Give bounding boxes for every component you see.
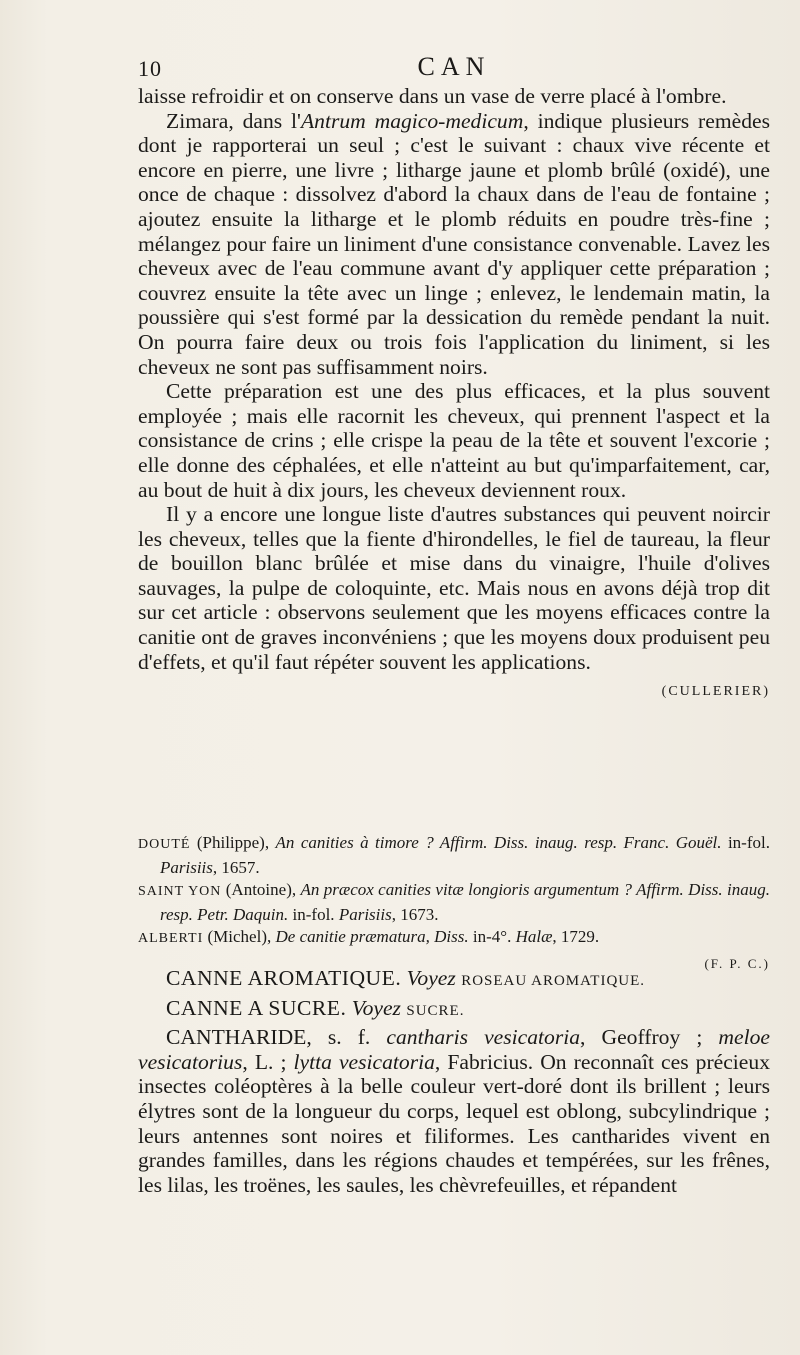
bib-author: DOUTÉ <box>138 837 191 852</box>
paragraph: Il y a encore une longue liste d'autres substances qui peuvent noircir les cheveux, telles que la fiente d'hirondelles, le fiel de taureau, la fleur de bouillon blanc brûlée et mise dans du vinaigre, l'huile d'olives sauvages, la pulpe de coloquinte, etc. Mais nous en avons déjà trop dit sur cet article : observons seulement que les moyens efficaces contre la canitie ont de graves inconvéniens ; que les moyens doux produisent peu d'effets, et qu'il faut répéter souvent les applications. <box>138 502 770 674</box>
page-number: 10 <box>138 56 162 81</box>
running-head: CAN <box>417 52 491 81</box>
bibliography-signature: (F. P. C.) <box>704 955 770 971</box>
paragraph <box>138 109 770 380</box>
grammar-note: , s. f. <box>306 1025 387 1050</box>
bib-year: , 1657. <box>212 857 260 877</box>
bib-name: (Philippe), <box>190 833 276 852</box>
cross-reference: ROSEAU AROMATIQUE. <box>461 973 646 989</box>
bib-format: in-fol. <box>721 833 770 852</box>
bib-year: , 1729. <box>552 927 600 946</box>
bib-title: An præcox canities vitæ longioris argumentum ? Affirm. Diss. inaug. resp. Petr. Daquin. <box>160 880 770 924</box>
latin-name: lytta vesicatoria <box>293 1049 435 1074</box>
entry-canne-a-sucre <box>138 996 770 1024</box>
entry-term: CANNE AROMATIQUE. <box>166 966 402 990</box>
bib-author: SAINT YON <box>138 884 222 899</box>
bib-place: Halæ <box>515 927 553 946</box>
author-signature: (CULLERIER) <box>661 684 770 700</box>
bibliography <box>138 832 770 975</box>
bib-format: in-4°. <box>468 927 516 946</box>
bib-place: Parisiis <box>338 904 392 924</box>
bibliography-entry <box>138 832 770 879</box>
latin-name: meloe vesicatorius <box>138 1025 770 1074</box>
bib-title: An canities à timore ? Affirm. Diss. inaug. resp. Franc. Gouël. <box>275 833 722 852</box>
entry-canne-aromatique <box>138 966 770 994</box>
text-span: Zimara, dans l' <box>166 108 301 133</box>
book-title: Antrum magico-medicum <box>300 108 524 133</box>
bib-year: , 1673. <box>391 904 439 924</box>
cross-reference: SUCRE. <box>406 1002 465 1019</box>
dictionary-entries <box>138 966 770 1197</box>
paragraph: laisse refroidir et on conserve dans un vase de verre placé à l'ombre. <box>138 84 727 108</box>
bibliography-entry <box>138 926 770 951</box>
entry-term: CANTHARIDE <box>166 1025 307 1050</box>
taxon-author: , Fabricius. <box>434 1049 541 1074</box>
entry-cantharide <box>138 1025 770 1197</box>
bib-name: (Antoine), <box>221 880 301 899</box>
bibliography-entry <box>138 879 770 926</box>
paragraph: Cette préparation est une des plus efficaces, et la plus souvent employée ; mais elle racornit les cheveux, qui prennent l'aspect et la consistance de crins ; elle crispe la peau de la tête et souvent l'excorie ; elle donne des céphalées, et elle n'atteint au but qu'imparfaitement, car, au bout de huit à dix jours, les cheveux deviennent roux. <box>138 379 770 502</box>
taxon-author: , L. ; <box>242 1049 294 1074</box>
bib-title: De canitie præmatura, Diss. <box>275 927 469 946</box>
bib-place: Parisiis <box>160 857 213 877</box>
article-body <box>138 84 770 711</box>
text-span: , indique plusieurs remèdes dont je rapporterai un seul ; c'est le suivant : chaux vive récente et encore en pierre, une livre ; litharge jaune et plomb brûlé (oxidé), une once de chaque : dissolvez d'abord la chaux dans de l'eau de fontaine ; ajoutez ensuite la litharge et le plomb réduits en poudre très-fine ; mélangez pour faire un liniment d'une consistance convenable. Lavez les cheveux avec de l'eau commune avant d'y appliquer cette préparation ; couvrez ensuite la tête avec un linge ; enlevez, le lendemain matin, la poussière qui s'est formé par la dessication du remède pendant la nuit. On pourra faire deux ou trois fois l'application du liniment, si les cheveux ne sont pas suffisamment noirs. <box>138 108 770 379</box>
page-header <box>138 50 770 84</box>
latin-name: cantharis vesicatoria <box>386 1025 581 1050</box>
entry-text: On reconnaît ces précieux insectes coléoptères à la belle couleur vert-doré dont ils brillent ; leurs élytres sont de la longueur du corps, lequel est oblong, subcylindrique ; leurs antennes sont noires et filiformes. Les cantharides vivent en grandes familles, dans les régions chaudes et tempérées, sur les frênes, les lilas, les troënes, les saules, les chèvrefeuilles, et répandent <box>138 1049 770 1197</box>
cross-reference-label: Voyez <box>401 966 462 990</box>
bib-name: (Michel), <box>203 927 276 946</box>
taxon-author: , Geoffroy ; <box>580 1025 719 1050</box>
bib-format: in-fol. <box>288 904 339 924</box>
bib-author: ALBERTI <box>138 931 204 946</box>
entry-term: CANNE A SUCRE. <box>166 995 347 1020</box>
cross-reference-label: Voyez <box>346 995 407 1020</box>
